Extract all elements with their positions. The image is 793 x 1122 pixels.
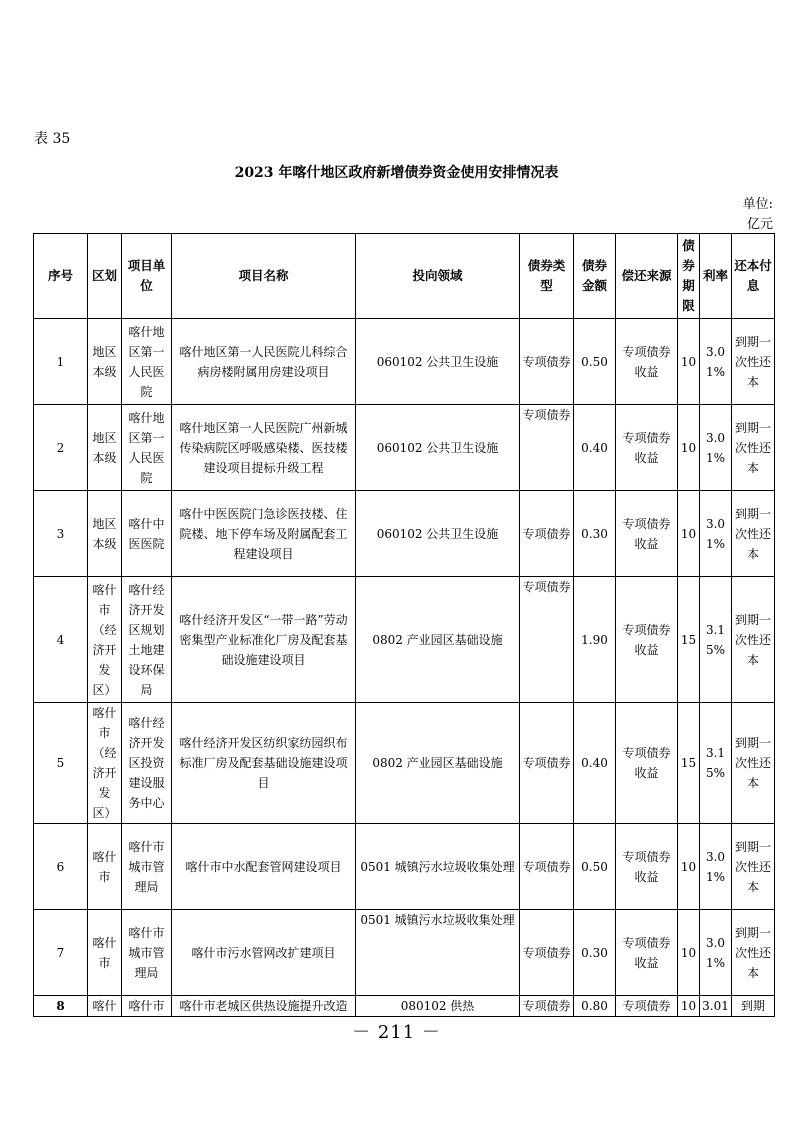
cell-type: 专项债券 [520,703,574,824]
cell-type: 专项债券 [520,319,574,405]
header-name: 项目名称 [172,234,356,319]
cell-term: 15 [678,577,700,703]
table-label: 表 35 [34,131,71,147]
cell-source: 专项债券收益 [616,405,678,491]
cell-repay: 到期一次性还本 [732,910,775,996]
cell-region: 地区本级 [88,491,122,577]
cell-type: 专项债券 [520,996,574,1017]
cell-repay: 到期一次性还本 [732,405,775,491]
table-row [34,703,775,824]
cell-term: 10 [678,910,700,996]
cell-repay: 到期一次性还本 [732,577,775,703]
cell-name: 喀什地区第一人民医院儿科综合病房楼附属用房建设项目 [172,319,356,405]
cell-type: 专项债券 [520,405,574,491]
cell-type: 专项债券 [520,491,574,577]
cell-field: 060102 公共卫生设施 [356,405,520,491]
cell-seq: 5 [34,703,88,824]
cell-name: 喀什经济开发区纺织家纺园织布标准厂房及配套基础设施建设项目 [172,703,356,824]
cell-unit: 喀什市城市管理局 [122,824,172,910]
cell-source: 专项债券收益 [616,910,678,996]
cell-term: 10 [678,824,700,910]
cell-rate: 3.01% [700,319,732,405]
table-title: 2023 年喀什地区政府新增债券资金使用安排情况表 [234,165,559,181]
header-repay: 还本付息 [732,234,775,319]
cell-name: 喀什经济开发区“一带一路”劳动密集型产业标准化厂房及配套基础设施建设项目 [172,577,356,703]
cell-source: 专项债券收益 [616,319,678,405]
unit-label: 单位: [742,197,773,212]
table-row [34,405,775,491]
unit-value: 亿元 [746,217,773,232]
header-type: 债券类型 [520,234,574,319]
header-amount: 债券金额 [574,234,616,319]
cell-source: 专项债券收益 [616,703,678,824]
table-row [34,996,775,1017]
cell-term: 10 [678,996,700,1017]
cell-amount: 0.40 [574,405,616,491]
table-row [34,910,775,996]
cell-amount: 1.90 [574,577,616,703]
cell-field: 080102 供热 [356,996,520,1017]
cell-seq: 8 [34,996,88,1017]
cell-source: 专项债券收益 [616,577,678,703]
cell-unit: 喀什经济开发区投资建设服务中心 [122,703,172,824]
cell-region: 地区本级 [88,405,122,491]
cell-term: 10 [678,491,700,577]
cell-seq: 4 [34,577,88,703]
cell-seq: 6 [34,824,88,910]
cell-repay: 到期一次性还本 [732,319,775,405]
cell-unit: 喀什市城市管理局 [122,910,172,996]
header-term: 债券期限 [678,234,700,319]
header-rate: 利率 [700,234,732,319]
cell-region: 喀什市 [88,824,122,910]
cell-unit: 喀什地区第一人民医院 [122,319,172,405]
cell-region: 喀什市 [88,910,122,996]
cell-region: 喀什 [88,996,122,1017]
cell-field: 0802 产业园区基础设施 [356,703,520,824]
cell-type: 专项债券 [520,577,574,703]
cell-repay: 到期 [732,996,775,1017]
header-field: 投向领域 [356,234,520,319]
cell-repay: 到期一次性还本 [732,703,775,824]
cell-name: 喀什市中水配套管网建设项目 [172,824,356,910]
cell-term: 15 [678,703,700,824]
cell-region: 喀什市（经济开发区） [88,577,122,703]
cell-field: 0501 城镇污水垃圾收集处理 [356,910,520,996]
cell-type: 专项债券 [520,824,574,910]
cell-name: 喀什市老城区供热设施提升改造 [172,996,356,1017]
cell-term: 10 [678,405,700,491]
header-unit: 项目单位 [122,234,172,319]
cell-amount: 0.40 [574,703,616,824]
cell-amount: 0.30 [574,491,616,577]
cell-amount: 0.30 [574,910,616,996]
cell-term: 10 [678,319,700,405]
cell-name: 喀什地区第一人民医院广州新城传染病院区呼吸感染楼、医技楼建设项目提标升级工程 [172,405,356,491]
cell-field: 060102 公共卫生设施 [356,319,520,405]
cell-amount: 0.50 [574,824,616,910]
header-region: 区划 [88,234,122,319]
cell-amount: 0.80 [574,996,616,1017]
cell-unit: 喀什市 [122,996,172,1017]
cell-seq: 2 [34,405,88,491]
cell-rate: 3.01% [700,405,732,491]
cell-rate: 3.01% [700,910,732,996]
table-row [34,491,775,577]
header-seq: 序号 [34,234,88,319]
cell-rate: 3.01 [700,996,732,1017]
header-row [34,234,775,319]
cell-unit: 喀什地区第一人民医院 [122,405,172,491]
cell-unit: 喀什经济开发区规划土地建设环保局 [122,577,172,703]
cell-rate: 3.15% [700,577,732,703]
table-row [34,319,775,405]
cell-unit: 喀什中医医院 [122,491,172,577]
cell-source: 专项债券收益 [616,824,678,910]
cell-repay: 到期一次性还本 [732,491,775,577]
cell-repay: 到期一次性还本 [732,824,775,910]
cell-amount: 0.50 [574,319,616,405]
cell-field: 0802 产业园区基础设施 [356,577,520,703]
cell-source: 专项债券 [616,996,678,1017]
cell-rate: 3.15% [700,703,732,824]
table-row [34,824,775,910]
cell-region: 喀什市（经济开发区） [88,703,122,824]
cell-field: 060102 公共卫生设施 [356,491,520,577]
header-source: 偿还来源 [616,234,678,319]
cell-type: 专项债券 [520,910,574,996]
table-row [34,577,775,703]
cell-rate: 3.01% [700,491,732,577]
cell-field: 0501 城镇污水垃圾收集处理 [356,824,520,910]
cell-rate: 3.01% [700,824,732,910]
cell-name: 喀什中医医院门急诊医技楼、住院楼、地下停车场及附属配套工程建设项目 [172,491,356,577]
cell-source: 专项债券收益 [616,491,678,577]
cell-seq: 1 [34,319,88,405]
cell-seq: 7 [34,910,88,996]
cell-seq: 3 [34,491,88,577]
page-number: － 211 － [352,1022,441,1043]
cell-name: 喀什市污水管网改扩建项目 [172,910,356,996]
bond-table [33,233,775,1017]
cell-region: 地区本级 [88,319,122,405]
